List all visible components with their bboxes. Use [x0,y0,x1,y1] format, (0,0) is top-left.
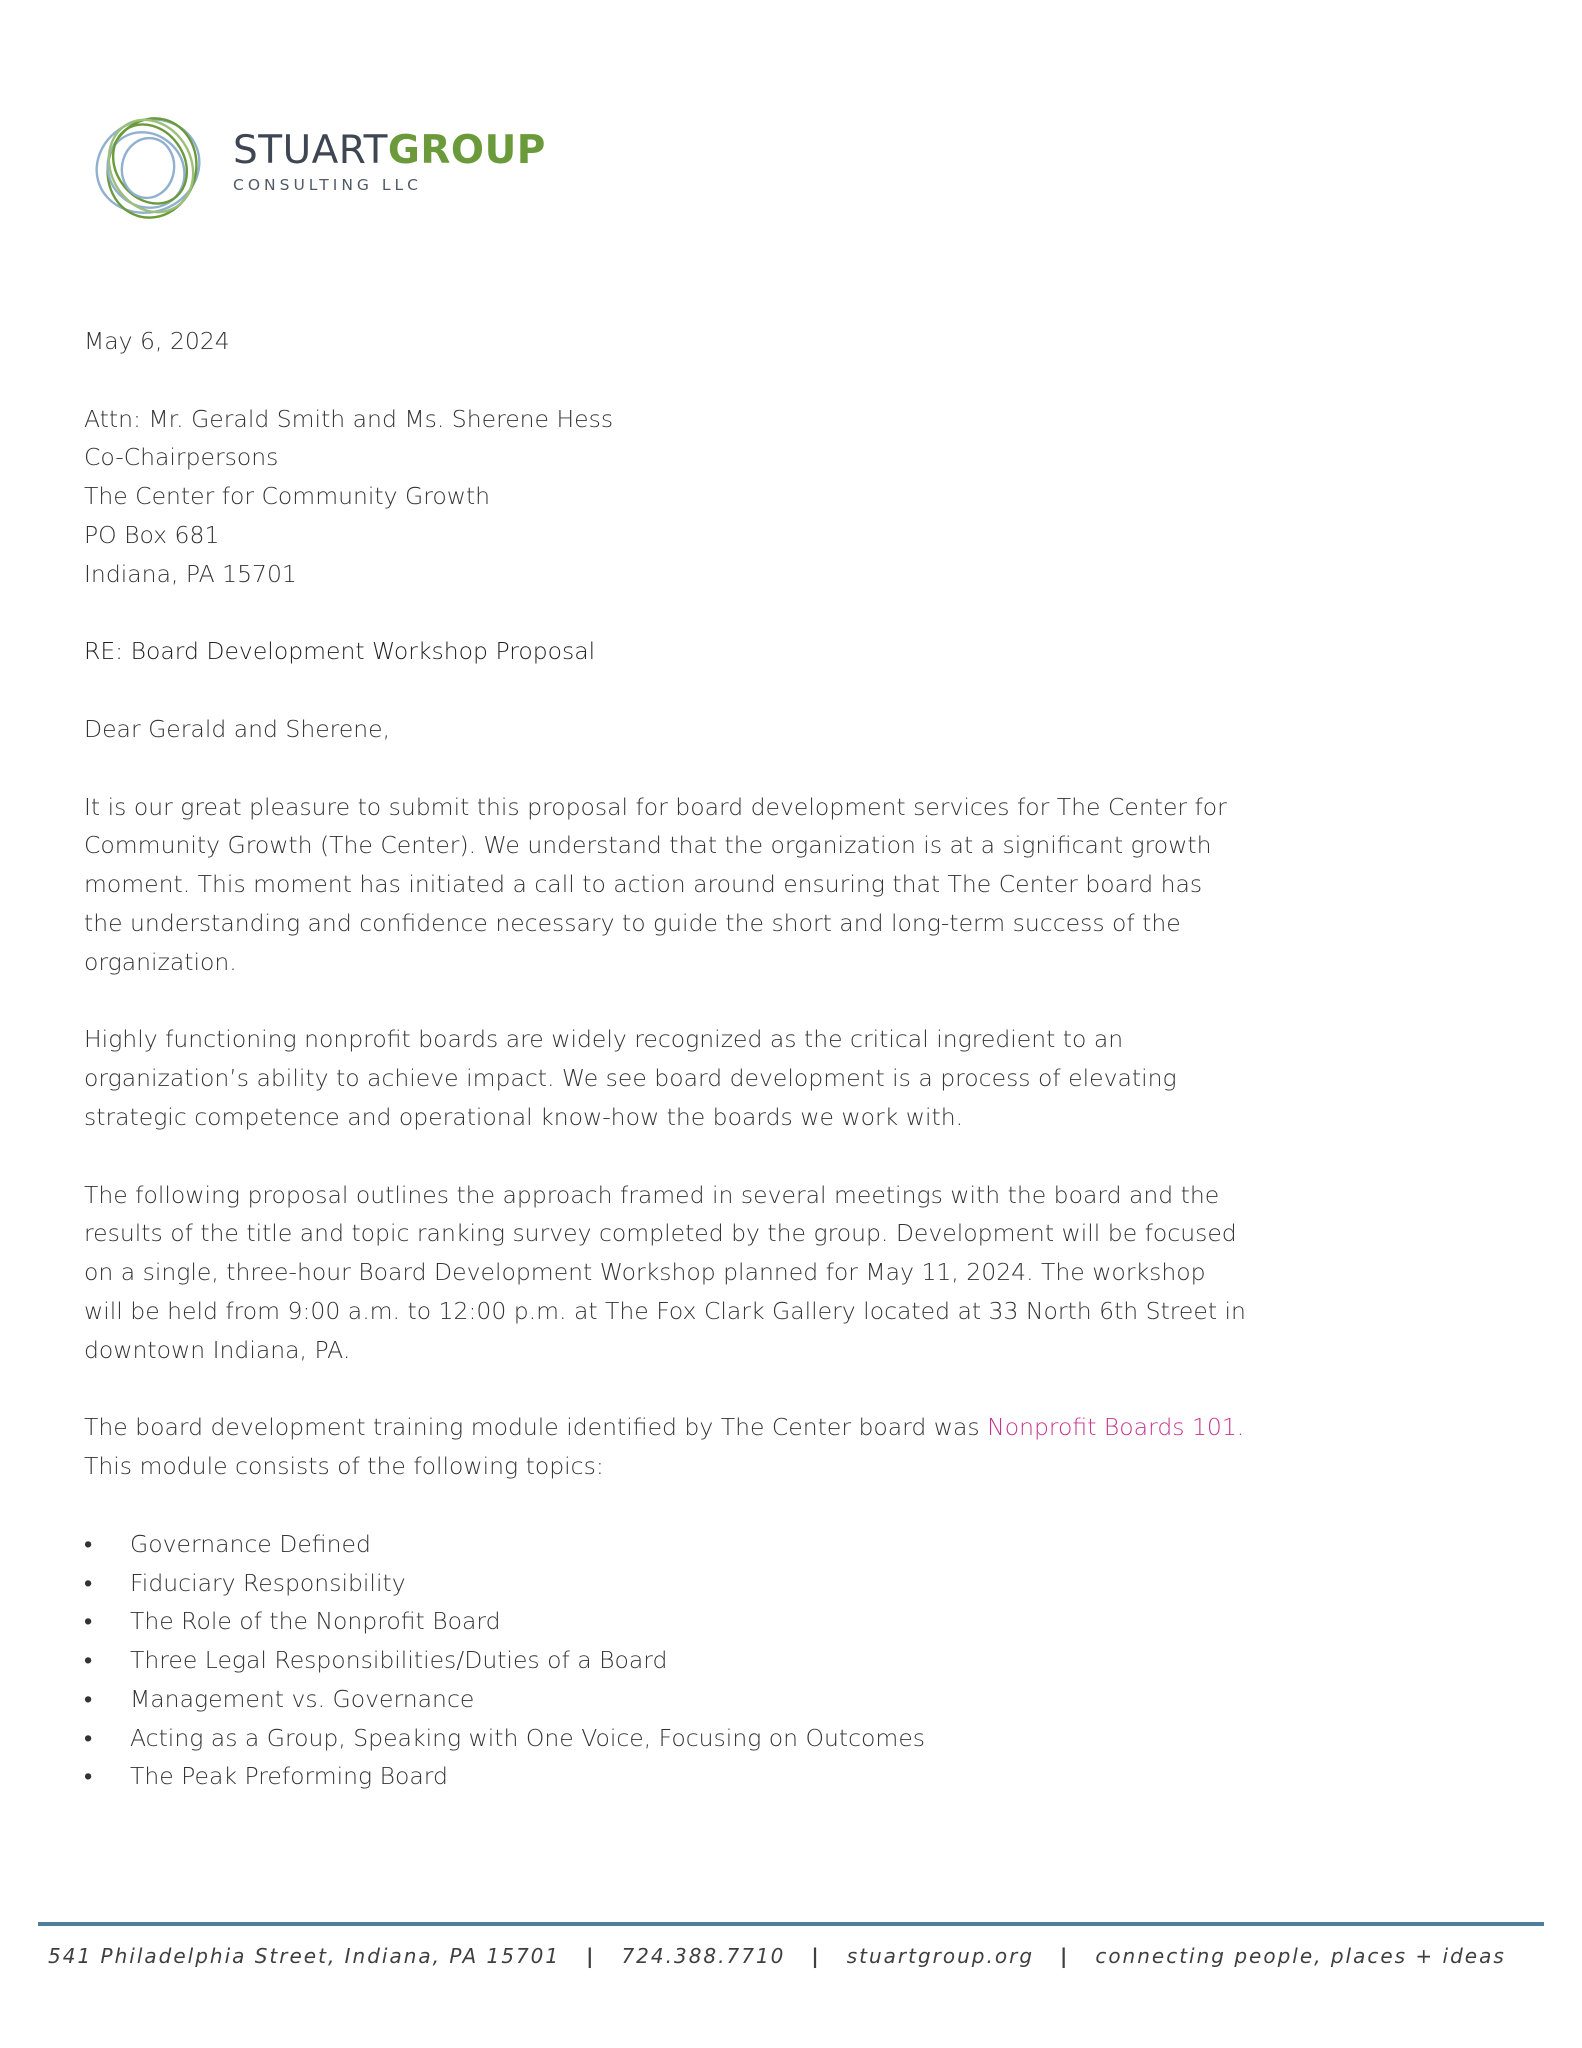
paragraph-line: on a single, three-hour Board Development Workshop planned for May 11, 2024. The workshop [84,1258,1206,1287]
topic-item: • Acting as a Group, Speaking with One Voice, Focusing on Outcomes [84,1719,1344,1758]
footer-address: 541 Philadelphia Street, Indiana, PA 15701 [48,1944,561,1968]
paragraph-line: organization. [84,947,237,976]
topic-item: • Fiduciary Responsibility [84,1564,1344,1603]
address-line: The Center for Community Growth [84,482,491,511]
address-line: Co-Chairpersons [84,443,279,472]
paragraph-line: Highly functioning nonprofit boards are widely recognized as the critical ingredient to an [84,1025,1124,1054]
subject-line: RE: Board Development Workshop Proposal [84,637,596,666]
topic-item: • The Peak Preforming Board [84,1757,1344,1796]
paragraph-line: This module consists of the following topics: [84,1452,604,1481]
salutation: Dear Gerald and Sherene, [84,714,391,743]
footer-separator: | [586,1944,596,1968]
footer-separator: | [1060,1944,1070,1968]
address-line: PO Box 681 [84,520,220,549]
logo-subtitle: CONSULTING LLC [233,176,422,194]
paragraph-module [84,1408,1344,1486]
address-line: Attn: Mr. Gerald Smith and Ms. Sherene Hess [84,404,614,433]
address-line: Indiana, PA 15701 [84,559,297,588]
company-logo [88,108,568,228]
recipient-address [84,400,1344,594]
paragraph-line: strategic competence and operational know-how the boards we work with. [84,1102,964,1131]
paragraph-line: The following proposal outlines the approach framed in several meetings with the board and the [84,1180,1220,1209]
letter-date: May 6, 2024 [84,327,230,355]
paragraph-line: Community Growth (The Center). We understand that the organization is at a significant growth [84,831,1212,860]
topic-item: • Governance Defined [84,1525,1344,1564]
paragraph-line: downtown Indiana, PA. [84,1335,351,1364]
module-intro-text: The board development training module identified by The Center board was [84,1413,988,1442]
topic-item: • Three Legal Responsibilities/Duties of a Board [84,1641,1344,1680]
footer-tagline: connecting people, places + ideas [1095,1944,1506,1968]
paragraph-line: moment. This moment has initiated a call to action around ensuring that The Center board has [84,870,1203,899]
paragraph-line: the understanding and confidence necessary to guide the short and long-term success of the [84,908,1181,937]
logo-name-stuart: STUART [233,128,388,173]
footer-phone: 724.388.7710 [621,1944,786,1968]
module-link[interactable]: Nonprofit Boards 101. [987,1413,1245,1442]
paragraph-line: results of the title and topic ranking survey completed by the group. Development will be focused [84,1219,1237,1248]
paragraph-line [84,1408,1344,1447]
footer-separator: | [811,1944,821,1968]
footer-divider [38,1922,1544,1926]
logo-wordmark [233,128,546,174]
paragraph-line: It is our great pleasure to submit this proposal for board development services for The Center for [84,792,1227,821]
footer-website[interactable]: stuartgroup.org [846,1944,1035,1968]
paragraph-proposal [84,1176,1344,1370]
paragraph-intro [84,788,1344,982]
circles-logo-icon [88,108,212,228]
topic-item: • Management vs. Governance [84,1680,1344,1719]
logo-name-group: GROUP [387,128,546,173]
footer [48,1944,1548,1968]
topic-item: • The Role of the Nonprofit Board [84,1602,1344,1641]
paragraph-boards [84,1020,1344,1136]
paragraph-line: organization’s ability to achieve impact. We see board development is a process of elevating [84,1064,1177,1093]
letter-body [84,322,1344,1796]
paragraph-line: will be held from 9:00 a.m. to 12:00 p.m. at The Fox Clark Gallery located at 33 North 6th Street in [84,1296,1246,1325]
topics-list [84,1525,1344,1797]
